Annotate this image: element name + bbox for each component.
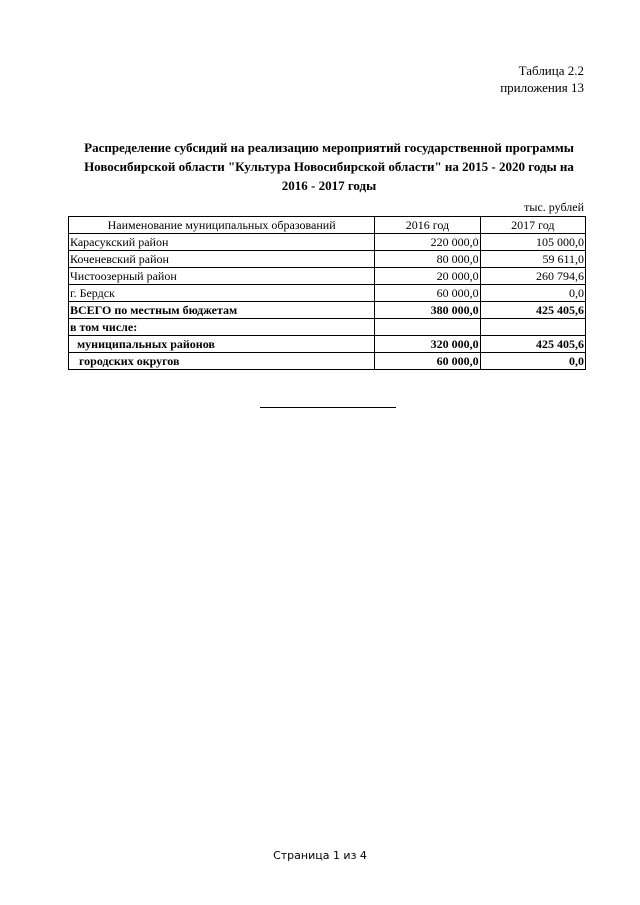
table-header-row	[69, 217, 586, 234]
title-line-1: Распределение субсидий на реализацию мероприятий государственной программы	[84, 140, 574, 155]
table-row	[69, 234, 586, 251]
row-value-2016: 220 000,0	[375, 234, 480, 251]
units-label: тыс. рублей	[524, 200, 584, 214]
row-name: Коченевский район	[69, 251, 375, 268]
districts-name: муниципальных районов	[69, 336, 375, 353]
okrugs-value-2017: 0,0	[480, 353, 585, 370]
row-name: Чистоозерный район	[69, 268, 375, 285]
including-row	[69, 319, 586, 336]
table-row	[69, 285, 586, 302]
districts-value-2017: 425 405,6	[480, 336, 585, 353]
page-footer: Страница 1 из 4	[273, 849, 367, 862]
districts-value-2016: 320 000,0	[375, 336, 480, 353]
total-value-2016: 380 000,0	[375, 302, 480, 319]
table-row	[69, 268, 586, 285]
table-row	[69, 251, 586, 268]
total-row	[69, 302, 586, 319]
caption-table-number: Таблица 2.2	[518, 63, 584, 78]
row-value-2016: 20 000,0	[375, 268, 480, 285]
table-caption	[500, 62, 584, 96]
caption-appendix: приложения 13	[500, 80, 584, 95]
okrugs-name: городских округов	[69, 353, 375, 370]
row-value-2016: 80 000,0	[375, 251, 480, 268]
including-label: в том числе:	[69, 319, 375, 336]
row-value-2017: 105 000,0	[480, 234, 585, 251]
subsidy-table	[68, 216, 586, 370]
closing-divider	[260, 407, 396, 408]
row-value-2017: 260 794,6	[480, 268, 585, 285]
title-line-2: Новосибирской области "Культура Новосибирской области" на 2015 - 2020 годы на	[84, 159, 574, 174]
header-2016: 2016 год	[375, 217, 480, 234]
row-name: Карасукский район	[69, 234, 375, 251]
row-name: г. Бердск	[69, 285, 375, 302]
districts-row	[69, 336, 586, 353]
okrugs-value-2016: 60 000,0	[375, 353, 480, 370]
header-name: Наименование муниципальных образований	[69, 217, 375, 234]
document-title	[70, 138, 588, 195]
okrugs-row	[69, 353, 586, 370]
including-empty-2016	[375, 319, 480, 336]
header-2017: 2017 год	[480, 217, 585, 234]
including-empty-2017	[480, 319, 585, 336]
row-value-2017: 59 611,0	[480, 251, 585, 268]
total-name: ВСЕГО по местным бюджетам	[69, 302, 375, 319]
row-value-2016: 60 000,0	[375, 285, 480, 302]
row-value-2017: 0,0	[480, 285, 585, 302]
title-line-3: 2016 - 2017 годы	[281, 178, 377, 193]
total-value-2017: 425 405,6	[480, 302, 585, 319]
